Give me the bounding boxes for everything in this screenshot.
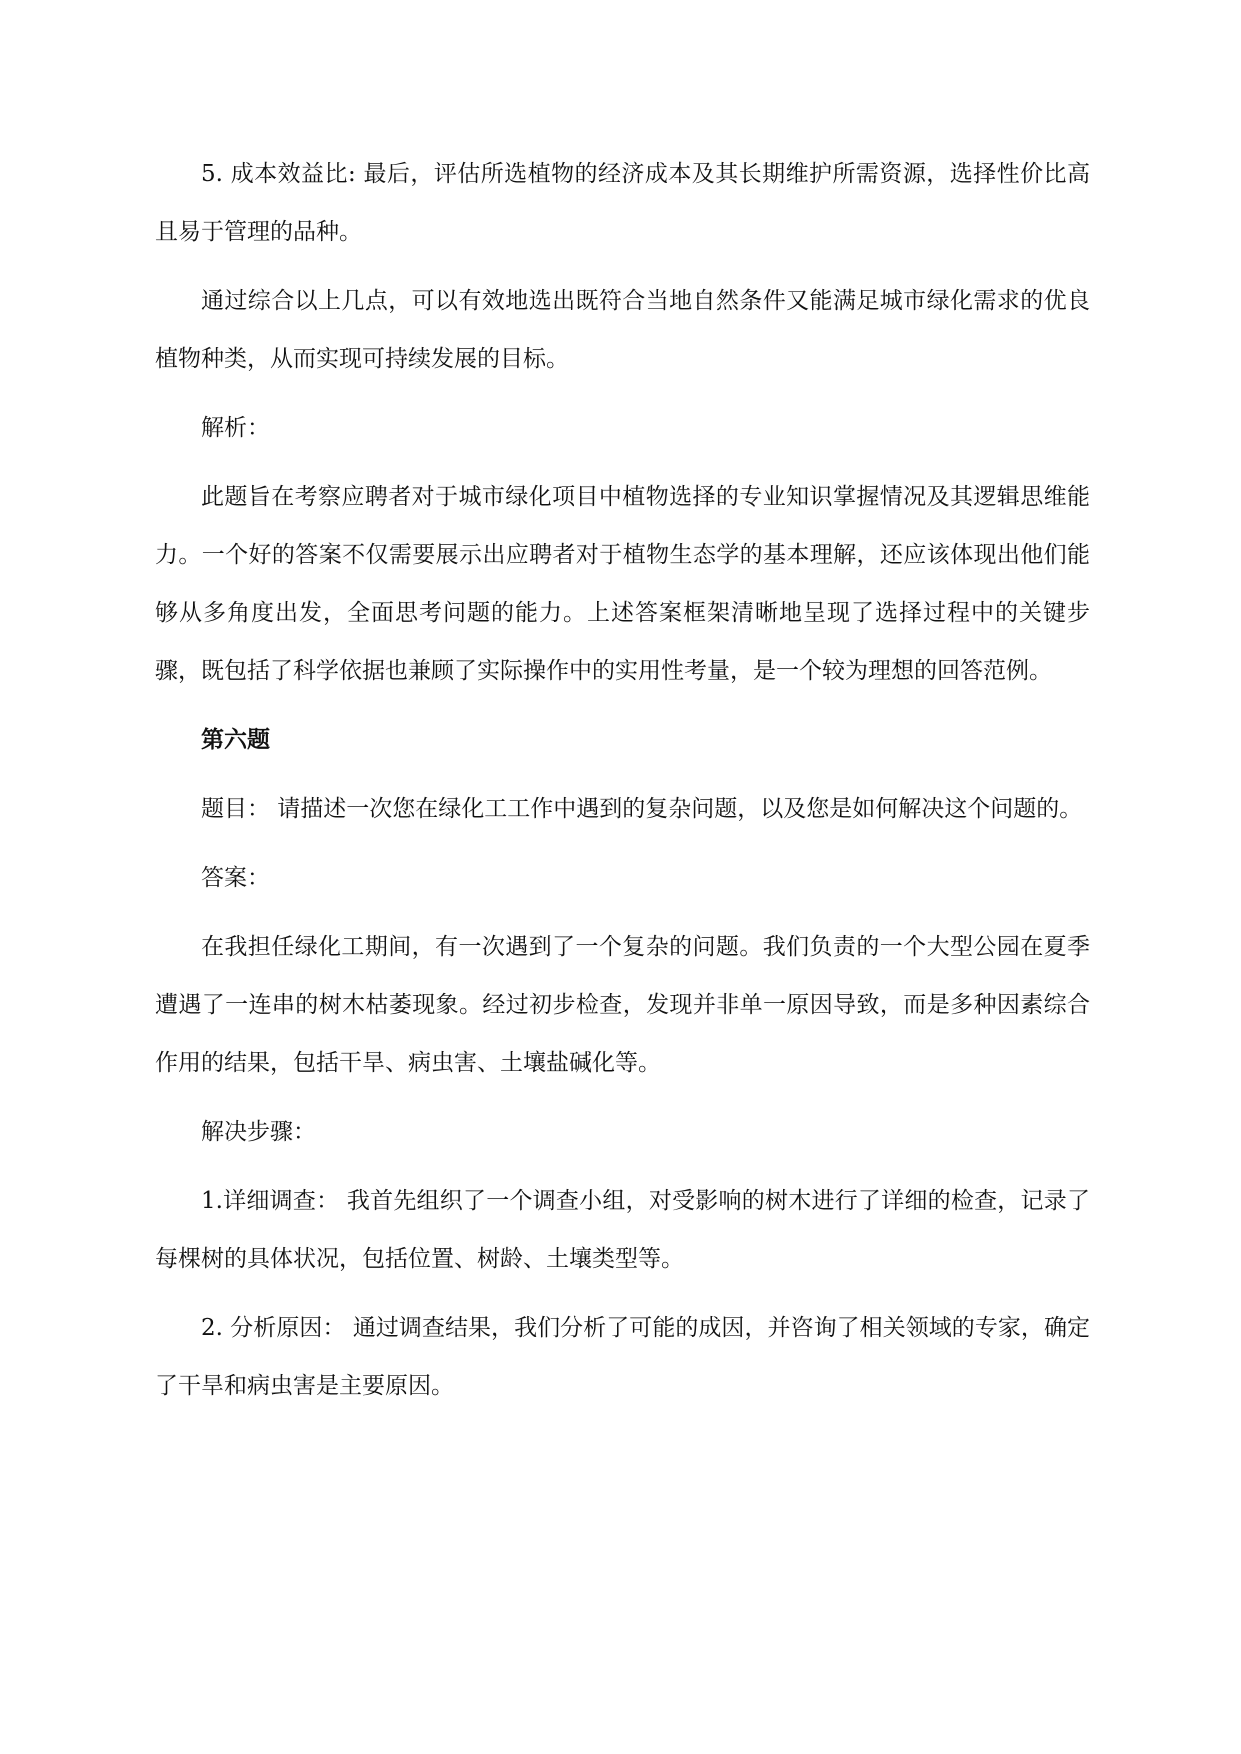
paragraph-question: 题目： 请描述一次您在绿化工工作中遇到的复杂问题，以及您是如何解决这个问题的。 (201, 796, 1083, 822)
paragraph-summary: 通过综合以上几点，可以有效地选出既符合当地自然条件又能满足城市绿化需求的优良植物种类，从而实现可持续发展的目标。 (155, 288, 1090, 372)
section-heading: 第六题 (201, 726, 270, 753)
paragraph-analysis: 此题旨在考察应聘者对于城市绿化项目中植物选择的专业知识掌握情况及其逻辑思维能力。一个好的答案不仅需要展示出应聘者对于植物生态学的基本理解，还应该体现出他们能够从多角度出发，全面思考问题的能力。上述答案框架清晰地呈现了选择过程中的关键步骤，既包括了科学依据也兼顾了实际操作中的实用性考量，是一个较为理想的回答范例。 (155, 484, 1090, 684)
paragraph-answer: 在我担任绿化工期间，有一次遇到了一个复杂的问题。我们负责的一个大型公园在夏季遭遇了一连串的树木枯萎现象。经过初步检查，发现并非单一原因导致，而是多种因素综合作用的结果，包括干旱、病虫害、土壤盐碱化等。 (155, 934, 1090, 1076)
paragraph-analysis-label: 解析： (201, 415, 270, 441)
paragraph-cost-benefit: 5. 成本效益比: 最后，评估所选植物的经济成本及其长期维护所需资源，选择性价比高且易于管理的品种。 (155, 161, 1090, 245)
paragraph-steps-label: 解决步骤： (201, 1119, 316, 1145)
document-body (155, 145, 1090, 1415)
paragraph-answer-label: 答案： (201, 865, 270, 891)
paragraph-step-1: 1.详细调查： 我首先组织了一个调查小组，对受影响的树木进行了详细的检查，记录了每棵树的具体状况，包括位置、树龄、土壤类型等。 (155, 1188, 1090, 1272)
paragraph-step-2: 2. 分析原因： 通过调查结果，我们分析了可能的成因，并咨询了相关领域的专家，确定了干旱和病虫害是主要原因。 (155, 1315, 1090, 1399)
